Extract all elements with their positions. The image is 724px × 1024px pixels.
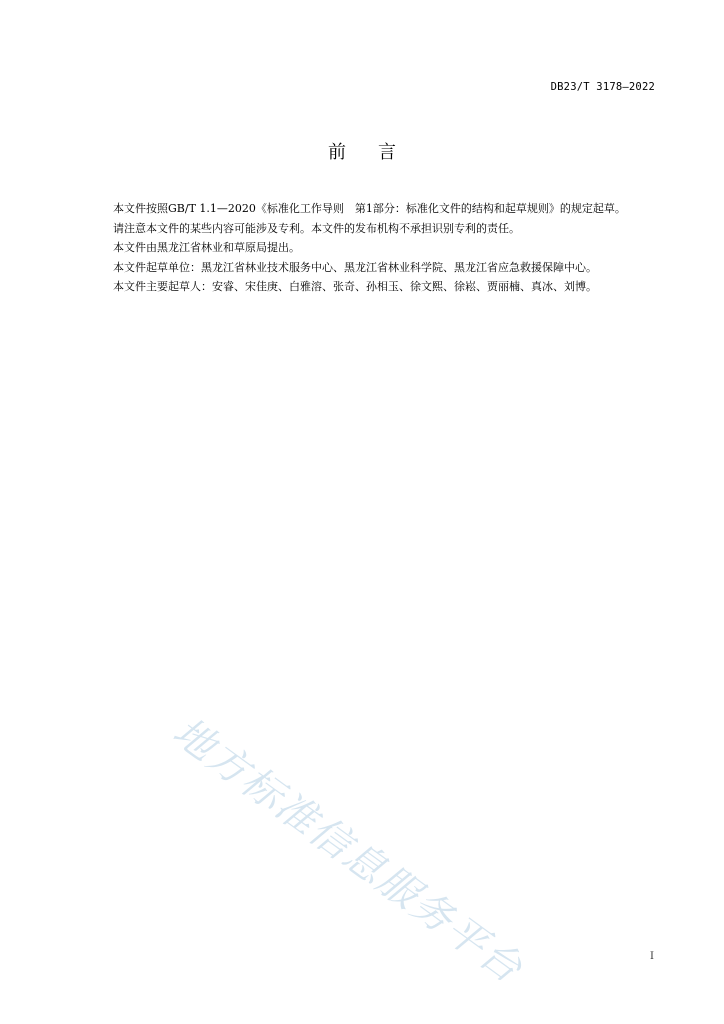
paragraph-drafting-rules: 本文件按照GB/T 1.1—2020《标准化工作导则 第1部分：标准化文件的结构和起草规则》的规定起草。 (113, 202, 626, 215)
watermark: 地方标准信息服务平台 (164, 708, 532, 993)
paragraph-proposer: 本文件由黑龙江省林业和草原局提出。 (113, 241, 300, 254)
foreword-body (91, 199, 659, 297)
paragraph-drafters: 本文件主要起草人：安睿、宋佳庚、白雅溶、张奇、孙相玉、徐文熙、徐崧、贾丽楠、真冰、刘博。 (113, 280, 597, 293)
page-number: I (650, 951, 654, 962)
paragraph-patent-notice: 请注意本文件的某些内容可能涉及专利。本文件的发布机构不承担识别专利的责任。 (113, 221, 520, 235)
page-title: 前言 (328, 142, 428, 163)
standard-code: DB23/T 3178—2022 (550, 81, 655, 93)
paragraph-drafting-units: 本文件起草单位：黑龙江省林业技术服务中心、黑龙江省林业科学院、黑龙江省应急救援保障中心。 (113, 260, 597, 274)
